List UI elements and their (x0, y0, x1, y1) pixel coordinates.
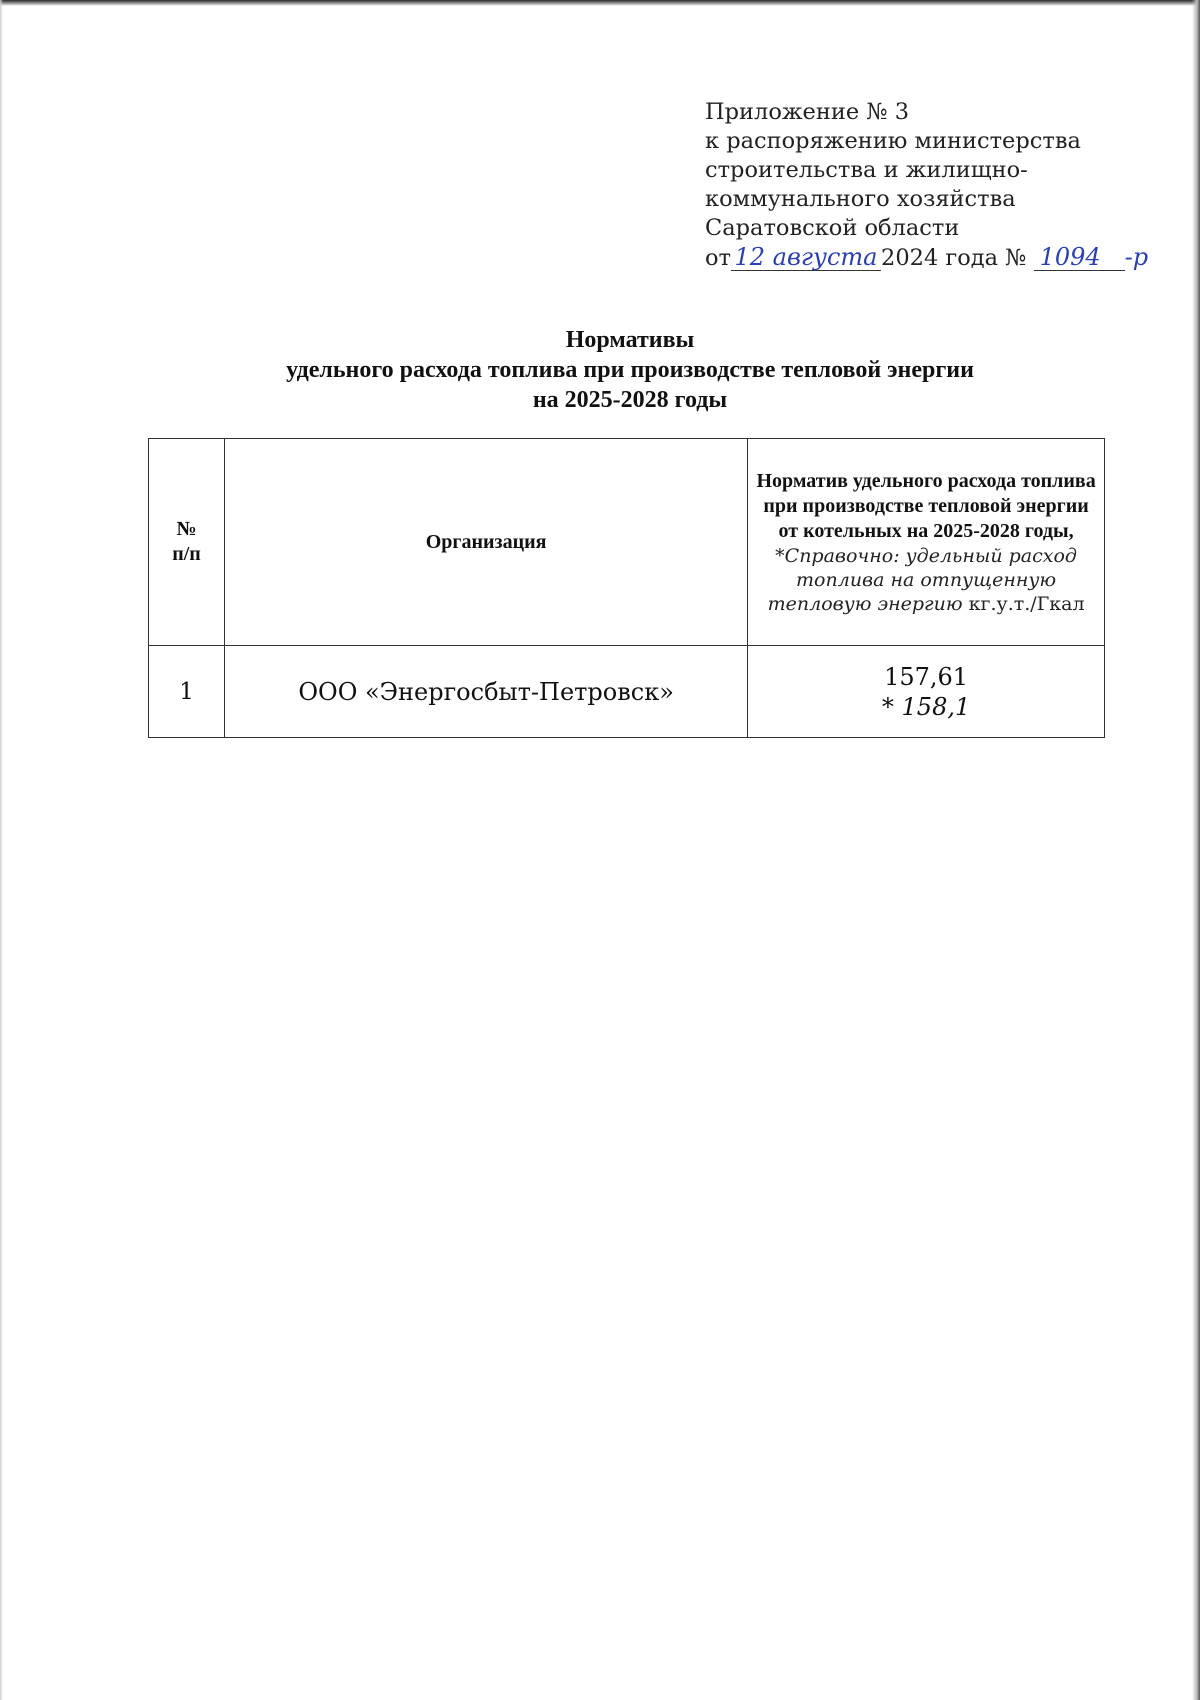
table-header-row (149, 439, 1105, 646)
date-prefix: от (705, 245, 731, 271)
handwritten-number-suffix: -р (1124, 243, 1149, 271)
header-number-pp: п/п (172, 543, 201, 565)
appendix-line-5: Саратовской области (705, 215, 960, 241)
row-norm-value: 157,61 (884, 662, 969, 691)
handwritten-number: 1094 (1034, 244, 1125, 271)
table-row (149, 646, 1105, 738)
document-title (130, 325, 1130, 415)
header-norm (748, 439, 1105, 646)
title-line-2: удельного расхода топлива при производстве тепловой энергии (286, 357, 974, 383)
row-organization: ООО «Энергосбыт-Петровск» (225, 646, 748, 738)
appendix-date-line (705, 243, 1149, 273)
handwritten-date: 12 августа (731, 244, 881, 271)
scan-edge-right (1192, 0, 1200, 1700)
header-norm-note-star: * (775, 544, 785, 567)
appendix-line-1: Приложение № 3 (705, 99, 910, 125)
scan-edge-top (0, 0, 1200, 6)
norms-table (148, 438, 1105, 738)
scan-edge-left (0, 0, 3, 1700)
row-number: 1 (149, 646, 225, 738)
header-number-symbol: № (176, 518, 197, 540)
title-line-3: на 2025-2028 годы (532, 387, 728, 413)
date-suffix: 2024 года № (881, 245, 1027, 271)
appendix-header (705, 98, 1149, 273)
appendix-line-4: коммунального хозяйства (705, 186, 1016, 212)
title-line-1: Нормативы (565, 327, 695, 353)
header-norm-unit: кг.у.т./Гкал (968, 592, 1085, 615)
appendix-line-2: к распоряжению министерства (705, 128, 1081, 154)
row-reference-value: * 158,1 (881, 692, 971, 721)
row-norm (748, 646, 1105, 738)
header-norm-note (754, 544, 1098, 616)
header-number (149, 439, 225, 646)
header-norm-title: Норматив удельного расхода топлива при производстве тепловой энергии от котельных на 2025-2028 годы, (756, 469, 1096, 542)
header-organization: Организация (225, 439, 748, 646)
header-norm-note-text: Справочно: удельный расход топлива на отпущенную тепловую энергию (767, 544, 1077, 615)
appendix-line-3: строительства и жилищно- (705, 157, 1028, 183)
